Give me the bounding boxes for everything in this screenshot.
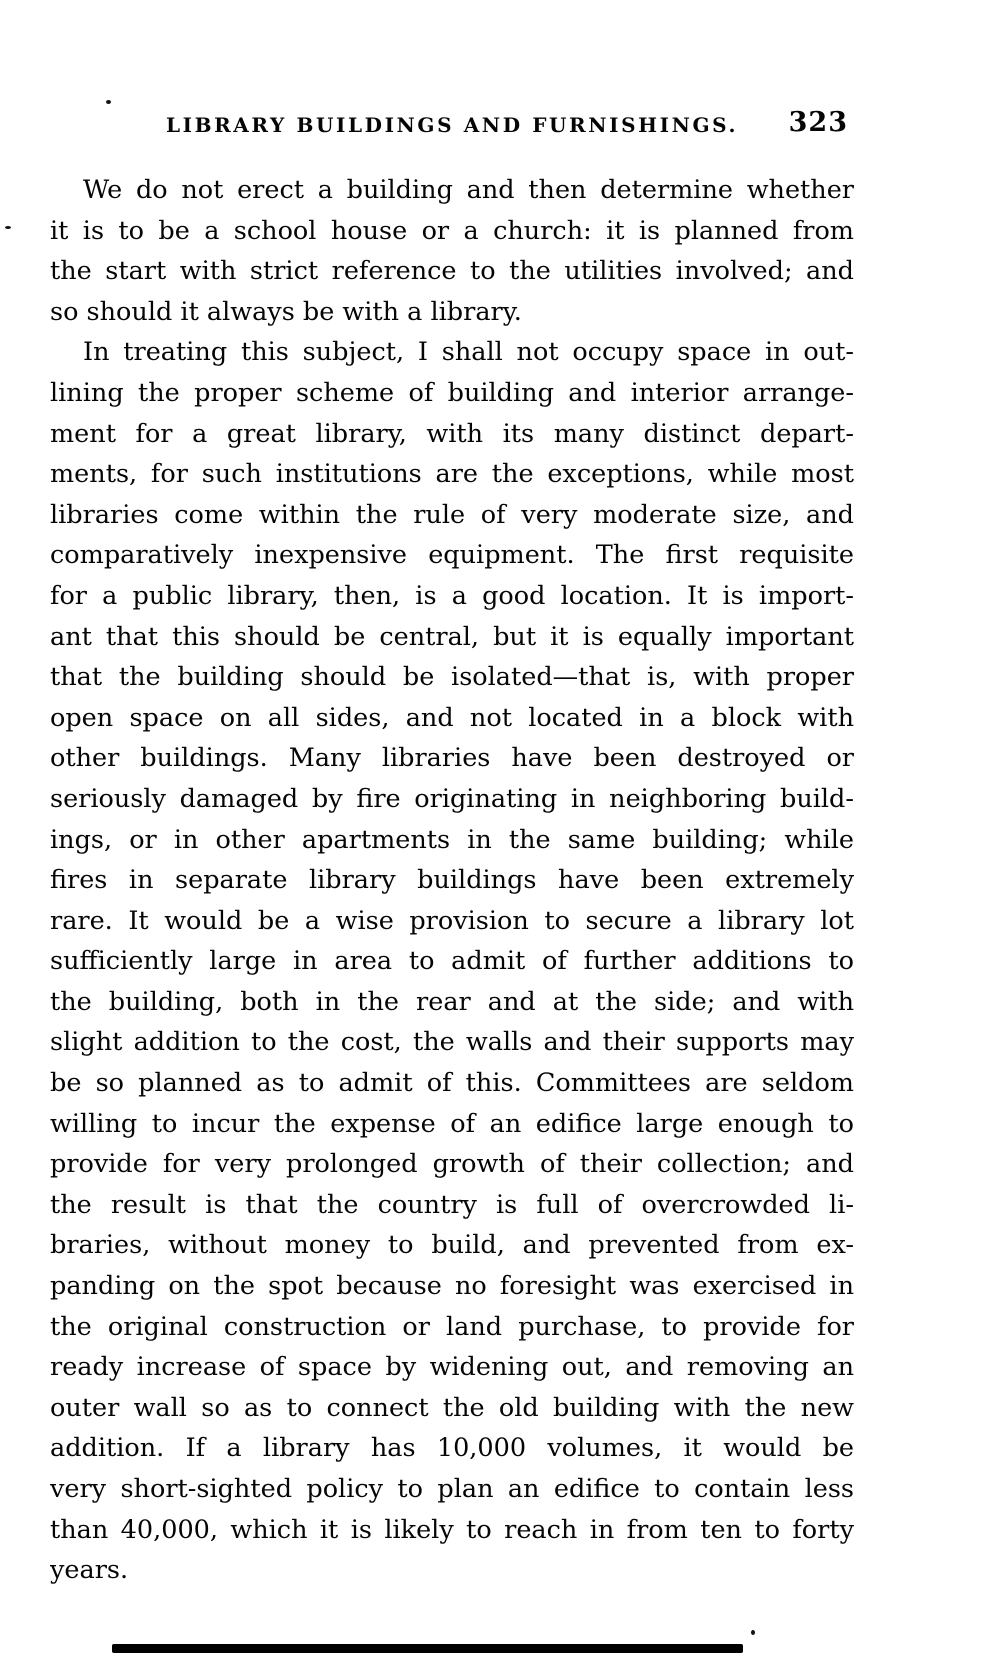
page-body bbox=[50, 170, 854, 1591]
ink-speck bbox=[106, 100, 111, 104]
text-line: fires in separate library buildings have been extremely bbox=[50, 865, 854, 896]
text-line: seriously damaged by fire originating in neighboring build- bbox=[50, 783, 854, 814]
text-line: panding on the spot because no foresight was exercised in bbox=[50, 1271, 854, 1302]
text-line: In treating this subject, I shall not occupy space in out- bbox=[83, 337, 854, 368]
text-line: the result is that the country is full of overcrowded li- bbox=[50, 1189, 854, 1220]
text-line: slight addition to the cost, the walls and their supports may bbox=[50, 1027, 854, 1058]
ink-speck bbox=[751, 1630, 755, 1635]
text-line: other buildings. Many libraries have been destroyed or bbox=[50, 743, 854, 774]
paragraph bbox=[50, 170, 854, 332]
text-line: very short-sighted policy to plan an edifice to contain less bbox=[50, 1474, 854, 1504]
text-line: the original construction or land purchase, to provide for bbox=[50, 1311, 854, 1342]
text-line: braries, without money to build, and prevented from ex- bbox=[50, 1230, 854, 1261]
text-line: We do not erect a building and then determine whether bbox=[83, 175, 854, 205]
text-line: outer wall so as to connect the old building with the new bbox=[50, 1392, 854, 1423]
text-line: be so planned as to admit of this. Committees are seldom bbox=[50, 1068, 854, 1099]
text-line: libraries come within the rule of very moderate size, and bbox=[50, 499, 854, 530]
text-line: rare. It would be a wise provision to secure a library lot bbox=[50, 905, 854, 936]
text-line: ment for a great library, with its many distinct depart- bbox=[50, 418, 854, 449]
text-line: ments, for such institutions are the exceptions, while most bbox=[50, 459, 854, 490]
text-line: the start with strict reference to the utilities involved; and bbox=[50, 256, 854, 287]
text-line: ings, or in other apartments in the same building; while bbox=[50, 824, 854, 855]
paragraph bbox=[50, 332, 854, 1590]
running-header-title: LIBRARY BUILDINGS AND FURNISHINGS. bbox=[165, 113, 739, 137]
text-line: than 40,000, which it is likely to reach in from ten to forty bbox=[50, 1514, 854, 1545]
text-line: years. bbox=[50, 1555, 129, 1586]
text-line: sufficiently large in area to admit of further additions to bbox=[50, 946, 854, 977]
text-line: so should it always be with a library. bbox=[50, 296, 522, 327]
scan-artifact-bar bbox=[112, 1644, 743, 1653]
text-line: lining the proper scheme of building and interior arrange- bbox=[50, 377, 854, 408]
text-line: comparatively inexpensive equipment. The first requisite bbox=[50, 540, 854, 571]
text-line: for a public library, then, is a good location. It is import- bbox=[50, 580, 854, 611]
text-line: the building, both in the rear and at the side; and with bbox=[50, 986, 854, 1017]
text-line: ready increase of space by widening out, and removing an bbox=[50, 1352, 854, 1383]
ink-speck bbox=[5, 226, 11, 229]
text-line: provide for very prolonged growth of their collection; and bbox=[50, 1149, 854, 1180]
text-line: addition. If a library has 10,000 volumes, it would be bbox=[50, 1433, 854, 1464]
page-number: 323 bbox=[788, 107, 848, 138]
text-line: open space on all sides, and not located in a block with bbox=[50, 702, 854, 733]
text-line: ant that this should be central, but it is equally important bbox=[50, 621, 854, 652]
text-line: willing to incur the expense of an edifice large enough to bbox=[50, 1108, 854, 1139]
text-line: it is to be a school house or a church: it is planned from bbox=[50, 215, 854, 246]
text-line: that the building should be isolated—that is, with proper bbox=[50, 662, 854, 693]
running-header bbox=[50, 107, 854, 144]
